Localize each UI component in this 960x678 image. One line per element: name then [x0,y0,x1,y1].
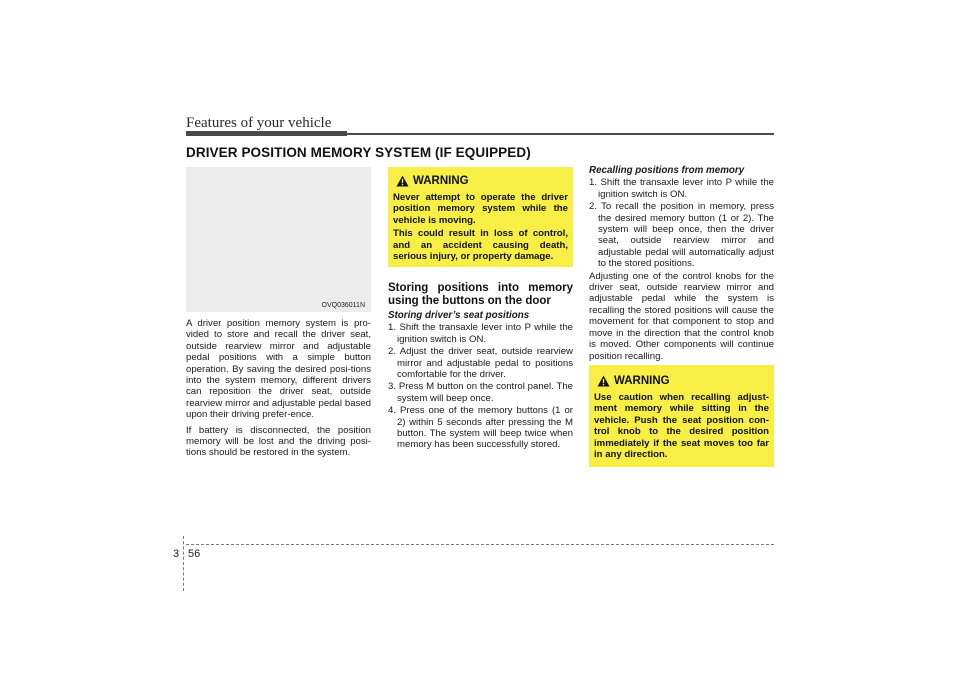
list-item: 2. Adjust the driver seat, outside rearview mirror and adjustable pedal to positions comfortable for the driver. [388,346,573,381]
warning-title: WARNING [614,375,670,387]
footer-divider [183,536,184,591]
warning-header [597,375,670,387]
vehicle-photo [186,167,371,312]
photo-code: OVQ036011N [321,302,365,309]
storing-steps [388,322,573,450]
warning-line: This could result in loss of control, and an accident causing death, serious injury, or property damage. [393,228,568,263]
storing-heading: Storing positions into memory using the buttons on the door [388,282,573,307]
list-item: 1. Shift the transaxle lever into P while the ignition switch is ON. [388,322,573,345]
storing-section [388,282,573,452]
recalling-paragraph: Adjusting one of the control knobs for the driver seat, outside rearview mirror and adjustable pedal while the system is recalling the stored positions will cause the movement for that component to stop and move in the direction that the control knob is moved. Other components will continue position recalling. [589,270,774,362]
footer-rule [186,544,774,545]
recalling-steps [589,177,774,269]
chapter-number: 3 [173,548,180,560]
recalling-section [589,165,774,362]
warning-triangle-icon [396,175,409,187]
storing-subheading: Storing driver’s seat positions [388,310,530,321]
warning-header [396,175,469,187]
header-rule [347,133,774,135]
warning-line: Never attempt to operate the driver position memory system while the vehicle is moving. [393,192,568,226]
list-item: 2. To recall the position in memory, press the desired memory button (1 or 2). The system will beep once, then the driver seat, outside rearview mirror and adjustable pedal will automatically adjust to the stored positions. [589,201,774,270]
header-bar [186,131,347,136]
warning-body [393,192,568,264]
recalling-subheading: Recalling positions from memory [589,165,745,176]
warning-triangle-icon [597,375,610,387]
warning-body: Use caution when recalling adjust-ment memory while sitting in the vehicle. Push the seat position con-trol knob to the desired position immediately if the seat moves too far in any direction. [594,392,769,461]
section-title: DRIVER POSITION MEMORY SYSTEM (IF EQUIPPED) [186,145,531,160]
page-number: 56 [188,548,201,560]
intro-text [186,318,371,463]
list-item: 3. Press M button on the control panel. The system will beep once. [388,381,573,404]
warning-title: WARNING [413,175,469,187]
warning-box-recall [589,365,774,467]
battery-paragraph: If battery is disconnected, the position memory will be lost and the driving posi-tions should be restored in the system. [186,424,371,459]
list-item: 1. Shift the transaxle lever into P while the ignition switch is ON. [589,177,774,200]
warning-box-moving [388,167,573,267]
intro-paragraph: A driver position memory system is pro-vided to store and recall the driver seat, outside rearview mirror and adjustable pedal positions with a simple button operation. By saving the desired posi-tions into the system memory, different drivers can reposition the driver seat, outside rearview mirror and adjustable pedal based upon their driving prefer-ence. [186,318,371,421]
list-item: 4. Press one of the memory buttons (1 or 2) within 5 seconds after pressing the M button. The system will beep twice when memory has been successfully stored. [388,405,573,451]
header-title: Features of your vehicle [186,115,332,131]
